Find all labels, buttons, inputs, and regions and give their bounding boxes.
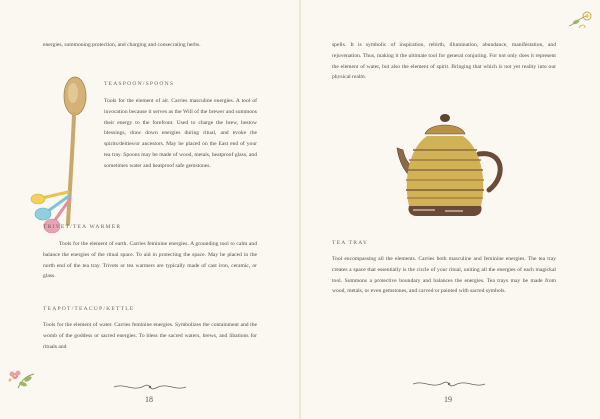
left-page <box>0 0 299 419</box>
teapot-illustration <box>385 110 520 220</box>
page-number-right: 19 <box>444 395 452 404</box>
trivet-heading: TRIVET/TEA WARMER <box>43 224 122 230</box>
teapot-heading: TEAPOT/TEACUP/KETTLE <box>43 306 135 312</box>
teapot-body: Tools for the element of water. Carries feminine energies. Symbolizes the containment and the womb of the goddess or sacred energies. To bless the sacred waters, brews, and libations for rituals and <box>43 322 257 350</box>
page-number-left: 18 <box>145 395 153 404</box>
right-intro-text: spells. It is symbolic of inspiration, rebirth, illumination, abundance, manifestation, and rejuvenation. Thus, making it the ultimate tool for general conjuring. For not only does it represent the element of water, but also the element of spirit. Bringing that which is not yet reality into our physical realm. <box>332 42 556 81</box>
swirl-divider-icon <box>112 381 188 393</box>
tray-body: Tool encompassing all the elements. Carries both masculine and feminine energies. The tea tray creates a space that essentially is the circle of your ritual, uniting all the energies of each magickal tool. Summons a protective boundary and balances the energies. Tea trays may be made from wood, metals, or even gemstones, and carved or painted with sacred symbols. <box>332 256 556 295</box>
swirl-divider-icon <box>411 378 487 390</box>
spoons-body: Tools for the element of air. Carries masculine energies. A tool of invocation because it serves as the Will of the brewer and summons their energy to the forefront. Used to charge the brew, bestow blessings, draw down energies during ritual, and evoke the spirits/deities/or ancestors. May be placed on the East end of your tea tray. Spoons may be made of wood, metals, heatproof glass, and sometimes water and heatproof safe gemstones. <box>104 98 257 169</box>
tray-heading: TEA TRAY <box>332 240 369 246</box>
left-intro-text: energies, summoning protection, and charging and consecrating herbs. <box>43 42 201 48</box>
flower-ornament-icon <box>6 366 38 392</box>
spoons-illustration <box>28 74 100 239</box>
flower-ornament-icon <box>565 8 595 32</box>
spoons-heading: TEASPOON/SPOONS <box>104 81 175 87</box>
trivet-body: Tools for the element of earth. Carries feminine energies. A grounding tool to calm and balance the energies of the ritual space. To aid in protecting the space. May be placed in the north end of the tea tray. Trivets or tea warmers are typically made of cast iron, ceramic, or glass. <box>43 241 257 280</box>
right-page <box>301 0 600 419</box>
